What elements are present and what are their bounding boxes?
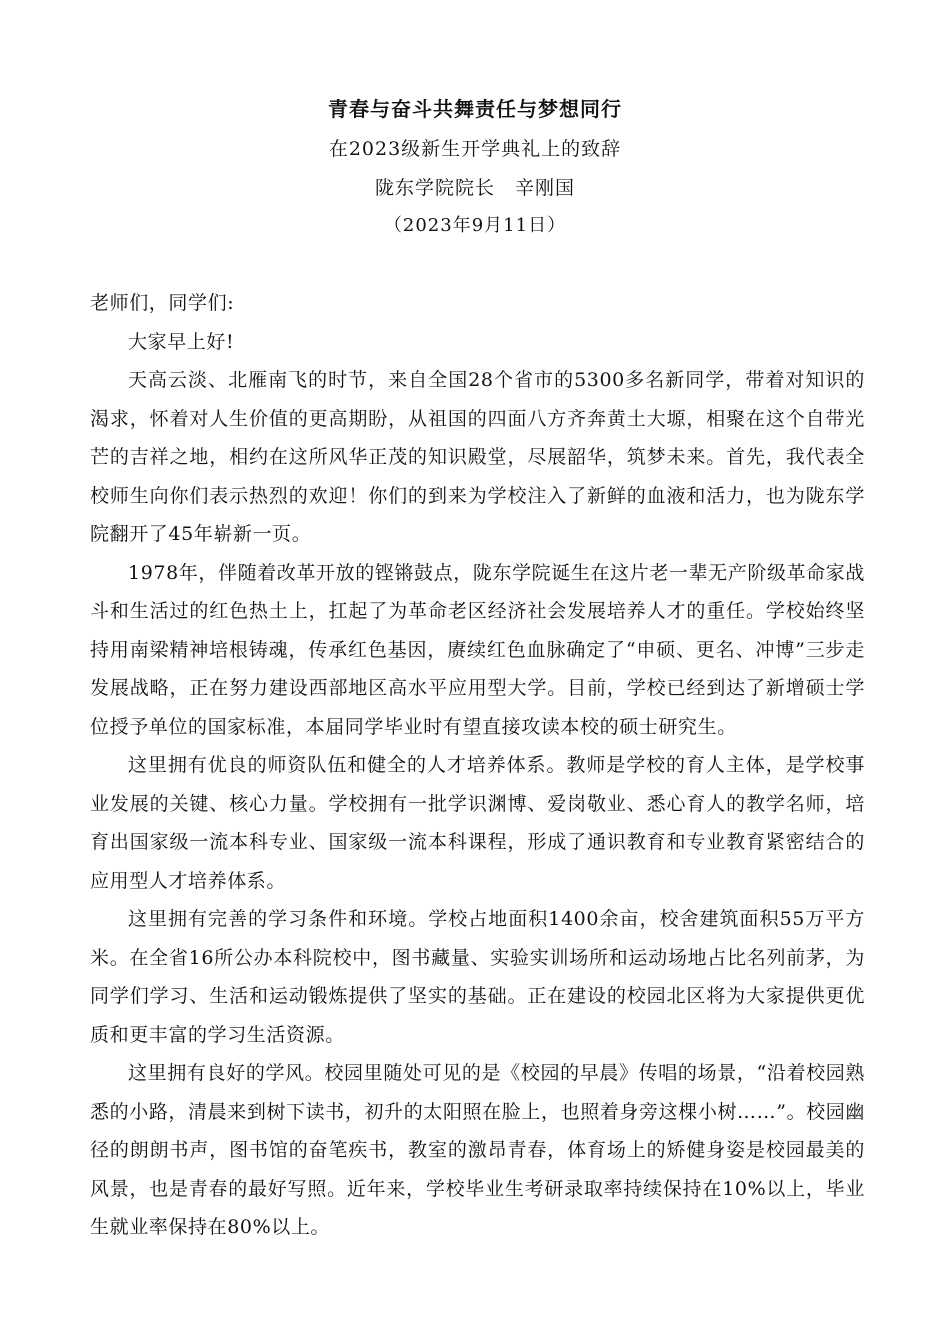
paragraph-faculty: 这里拥有优良的师资队伍和健全的人才培养体系。教师是学校的育人主体，是学校事业发展的关键、核心力量。学校拥有一批学识渊博、爱岗敬业、悉心育人的教学名师，培育出国家级一流本科专业、国家级一流本科课程，形成了通识教育和专业教育紧密结合的应用型人才培养体系。 (90, 754, 865, 892)
speech-salutation: 老师们，同学们: (90, 292, 235, 314)
document-title: 青春与奋斗共舞责任与梦想同行 (328, 97, 622, 121)
document-date: （2023年9月11日） (383, 215, 567, 236)
speech-body (90, 284, 865, 1247)
document-subtitle: 在2023级新生开学典礼上的致辞 (328, 138, 622, 160)
paragraph-study-atmosphere: 这里拥有良好的学风。校园里随处可见的是《校园的早晨》传唱的场景，“沿着校园熟悉的小路，清晨来到树下读书，初升的太阳照在脸上，也照着身旁这棵小树……”。校园幽径的朗朗书声，图书馆的奋笔疾书，教室的激昂青春，体育场上的矫健身姿是校园最美的风景，也是青春的最好写照。近年来，学校毕业生考研录取率持续保持在10%以上，毕业生就业率保持在80%以上。 (90, 1062, 865, 1238)
speech-greeting: 大家早上好! (128, 330, 235, 353)
paragraph-history: 1978年，伴随着改革开放的铿锵鼓点，陇东学院诞生在这片老一辈无产阶级革命家战斗和生活过的红色热土上，扛起了为革命老区经济社会发展培养人才的重任。学校始终坚持用南梁精神培根铸魂，传承红色基因，赓续红色血脉确定了“申硕、更名、冲博”三步走发展战略，正在努力建设西部地区高水平应用型大学。目前，学校已经到达了新增硕士学位授予单位的国家标准，本届同学毕业时有望直接攻读本校的硕士研究生。 (90, 561, 865, 738)
document-author: 陇东学院院长 辛刚国 (374, 177, 575, 199)
paragraph-welcome: 天高云淡、北雁南飞的时节，来自全国28个省市的5300多名新同学，带着对知识的渴求，怀着对人生价值的更高期盼，从祖国的四面八方齐奔黄土大塬，相聚在这个自带光芒的吉祥之地，相约在这所风华正茂的知识殿堂，尽展韶华，筑梦未来。首先，我代表全校师生向你们表示热烈的欢迎！你们的到来为学校注入了新鲜的血液和活力，也为陇东学院翻开了45年崭新一页。 (90, 369, 865, 545)
paragraph-facilities: 这里拥有完善的学习条件和环境。学校占地面积1400余亩，校舍建筑面积55万平方米。在全省16所公办本科院校中，图书藏量、实验实训场所和运动场地占比名列前茅，为同学们学习、生活和运动锻炼提供了坚实的基础。正在建设的校园北区将为大家提供更优质和更丰富的学习生活资源。 (90, 908, 865, 1046)
